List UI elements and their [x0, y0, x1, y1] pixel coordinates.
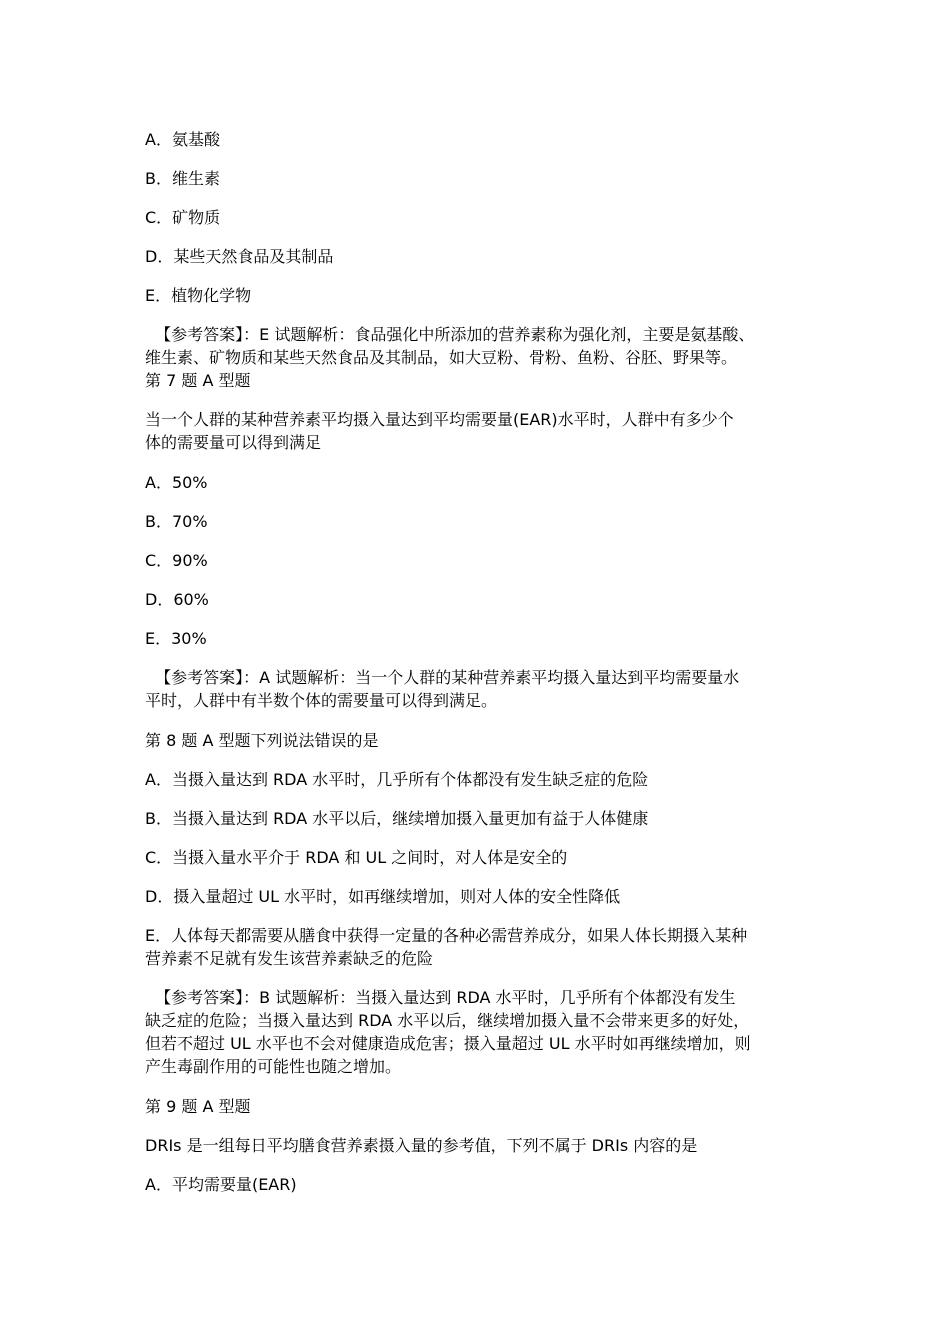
- q6-option-a: A．氨基酸: [145, 130, 220, 149]
- q6-option-d: D．某些天然食品及其制品: [145, 247, 334, 266]
- q8-answer-line: 但若不超过 UL 水平也不会对健康造成危害；摄入量超过 UL 水平时如再继续增加，则: [145, 1034, 751, 1053]
- q7-stem-line: 体的需要量可以得到满足: [145, 433, 322, 452]
- q8-answer-line: 【参考答案】：B 试题解析：当摄入量达到 RDA 水平时，几乎所有个体都没有发生: [145, 988, 736, 1007]
- q9-option-a: A．平均需要量(EAR): [145, 1175, 297, 1194]
- q8-header: 第 8 题 A 型题下列说法错误的是: [145, 731, 379, 750]
- q6-answer-line: 【参考答案】：E 试题解析：食品强化中所添加的营养素称为强化剂，主要是氨基酸、: [145, 325, 755, 344]
- q8-option-a: A．当摄入量达到 RDA 水平时，几乎所有个体都没有发生缺乏症的危险: [145, 770, 649, 789]
- q6-option-c: C．矿物质: [145, 208, 221, 227]
- q8-option-e-line: 营养素不足就有发生该营养素缺乏的危险: [145, 949, 434, 968]
- q7-stem: [145, 408, 817, 454]
- q7-option-d: D．60%: [145, 590, 209, 609]
- q7-option-a: A．50%: [145, 473, 208, 492]
- q7-option-b: B．70%: [145, 512, 208, 531]
- q8-answer-line: 产生毒副作用的可能性也随之增加。: [145, 1057, 402, 1076]
- q8-option-b: B．当摄入量达到 RDA 水平以后，继续增加摄入量更加有益于人体健康: [145, 809, 649, 828]
- q7-header: 第 7 题 A 型题: [145, 371, 251, 390]
- q8-option-c: C．当摄入量水平介于 RDA 和 UL 之间时，对人体是安全的: [145, 848, 568, 867]
- q6-answer-line: 维生素、矿物质和某些天然食品及其制品，如大豆粉、骨粉、鱼粉、谷胚、野果等。: [145, 348, 738, 367]
- q8-option-d: D．摄入量超过 UL 水平时，如再继续增加，则对人体的安全性降低: [145, 887, 621, 906]
- q8-answer: [145, 986, 817, 1078]
- q9-header: 第 9 题 A 型题: [145, 1097, 251, 1116]
- q9-stem: DRIs 是一组每日平均膳食营养素摄入量的参考值，下列不属于 DRIs 内容的是: [145, 1136, 698, 1155]
- q7-stem-line: 当一个人群的某种营养素平均摄入量达到平均需要量(EAR)水平时，人群中有多少个: [145, 410, 734, 429]
- q7-answer-line: 【参考答案】：A 试题解析：当一个人群的某种营养素平均摄入量达到平均需要量水: [145, 668, 740, 687]
- q7-answer: [145, 666, 817, 712]
- q7-option-e: E．30%: [145, 629, 207, 648]
- q8-answer-line: 缺乏症的危险；当摄入量达到 RDA 水平以后，继续增加摄入量不会带来更多的好处，: [145, 1011, 750, 1030]
- q8-option-e-line: E．人体每天都需要从膳食中获得一定量的各种必需营养成分，如果人体长期摄入某种: [145, 926, 748, 945]
- q8-option-e: [145, 924, 817, 970]
- q6-answer: [145, 323, 817, 369]
- q7-answer-line: 平时，人群中有半数个体的需要量可以得到满足。: [145, 691, 498, 710]
- q6-option-b: B．维生素: [145, 169, 220, 188]
- q7-option-c: C．90%: [145, 551, 208, 570]
- q6-option-e: E．植物化学物: [145, 286, 252, 305]
